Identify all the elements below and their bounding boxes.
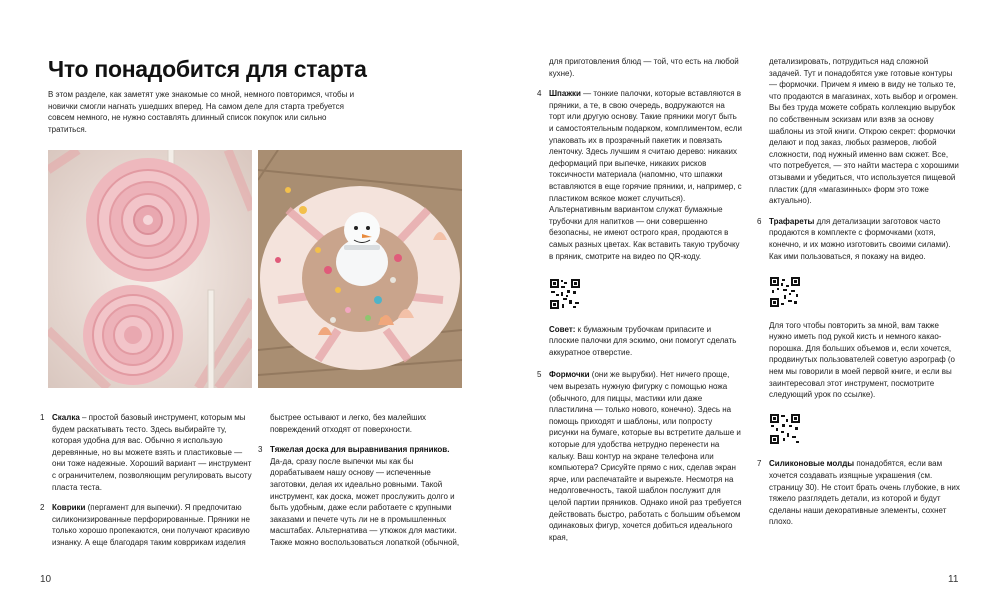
item-text: Тяжелая доска для выравнивания пряников. Да-да, сразу после выпечки мы как бы дорабатываем нашу основу — испеченные заготовки, делая их идеально ровными. Такой инструмент, как доска, может прослужить долго и быть удобным, даже если работаете с крупными заказами и печете чуть ли не в промышленных масштабах. Альтернатива — утюжок для мастики. Также можно воспользоваться лопаткой (обычной,	[270, 445, 460, 547]
item-number: 3	[258, 445, 263, 455]
intro-paragraph: В этом разделе, как заметят уже знакомые со мной, немного повторимся, чтобы и новички смогли нагнать ушедших вперед. На самом деле для старта требуется совсем немного, не нужно составлять длинный список покупок или сильно тратиться.	[48, 90, 355, 134]
paragraph-text: Для того чтобы повторить за мной, вам также нужно иметь под рукой кисть и немного какао-порошка. Для больших объемов и, если хочется, продвинутых пользователей советую аэрограф (о нем мы говорили в моей первой книге, и если вы заинтересовал этот инструмент, посмотрите следующий урок по ссылке).	[769, 320, 955, 400]
list-item-1	[40, 412, 252, 493]
tip-text: Совет: к бумажным трубочкам припасите и плоские палочки для эскимо, они помогут сделать аккуратное отверстие.	[549, 324, 737, 357]
right-column-1	[537, 56, 742, 543]
item-number: 7	[757, 459, 762, 469]
page-title: Что понадобится для старта	[48, 56, 367, 82]
item-number: 6	[757, 216, 762, 226]
continuation-text: для приготовления блюд — той, что есть на любой кухне).	[549, 57, 739, 78]
qr-code-icon[interactable]	[769, 413, 801, 445]
item-text: Формочки (они же вырубки). Нет ничего проще, чем вырезать нужную фигурку с помощью ножа (обычного, для пиццы, мастики или даже пластилина — только нового, конечно). Здесь на помощь приходят и шаблоны, или попросту рисунки на бумаге, которые вы встретите дальше и которые для удобства нетрудно перенести на кальку. Ваш контур на экране телефона или компьютера? Срисуйте прямо с них, сделав экран ярче, или распечатайте и вырежьте. Несмотря на недолговечность, такой шаблон послужит для целой партии пряников. Однако иной раз требуется действовать быстро, работать с большим объемом одинаковых фигур, хочется добиться идеального края,	[549, 370, 742, 542]
continuation-text: детализировать, потрудиться над сложной задачей. Тут и понадобятся уже готовые контуры — формочки. Причем я имею в виду не только те, что продаются в магазинах, хоть выбор и огромен. Вы без труда можете собрать коллекцию вырубок по собственным эскизам или взяв за основу шаблоны из этой книги. Открою секрет: формочки делают и под заказ, любых размеров, любой сложности, под нужный именно вам сюжет. Все, что потребуется, — это найти мастера с хорошими отзывами и убедиться, что используется пищевой пластик (для «магазинных» форм это тоже актуально).	[769, 57, 959, 206]
list-item-3	[258, 444, 462, 548]
left-column-2	[258, 412, 462, 549]
list-item-4	[537, 88, 742, 262]
meringue-roses-image	[48, 150, 252, 388]
item-text: Силиконовые молды понадобятся, если вам хочется создавать изящные украшения (см. страницу 30). Не стоит брать очень глубокие, в них тяжело разглядеть детали, из которой и будут сделаны наши декоративные элементы, сохнет плохо.	[769, 459, 960, 527]
right-column-2	[757, 56, 962, 528]
qr-code-icon[interactable]	[769, 276, 801, 308]
qr-code-icon[interactable]	[549, 278, 581, 310]
page-number-right: 11	[948, 574, 959, 585]
item-number: 4	[537, 89, 542, 99]
list-item-7	[757, 458, 962, 528]
photo-meringue-roses	[48, 150, 252, 388]
continuation-text: быстрее остывают и легко, без малейших повреждений отходят от поверхности.	[270, 413, 427, 434]
item-number: 5	[537, 370, 542, 380]
item-number: 2	[40, 503, 45, 513]
item-text: Скалка – простой базовый инструмент, которым мы будем раскатывать тесто. Здесь выбирайте ту, которая удобна для вас. Обычно я использую деревянные, но вы можете взять и пластиковые — они тоже надежные. Хороший вариант — инструмент с ограничителем, позволяющим регулировать высоту пласта теста.	[52, 413, 252, 492]
left-column-1	[40, 412, 252, 549]
photo-snowman-sprinkles	[258, 150, 462, 388]
list-item-6	[757, 216, 962, 262]
item-text: Шпажки — тонкие палочки, которые вставляются в пряники, а те, в свою очередь, водружаются на торт или другую основу. Такие пряники могут быть и самостоятельным подарком, комплиментом, если упаковать их в прозрачный пакетик и повязать ленточку. Здесь лучшим я считаю дерево: никаких деформаций при выпечке, никаких рисков токсичности материала (напомню, что шпажки вставляются в еще горячие пряники, и, например, с пластиком всякое может случиться). Альтернативным вариантом служат бумажные трубочки для напитков — они совершенно безопасны, не имеют острого края, продаются в самых разных цветах. Как вставить такую трубочку в пряник, смотрите на видео по QR-коду.	[549, 89, 743, 261]
list-item-2	[40, 502, 252, 548]
item-text: Трафареты для детализации заготовок часто продаются в комплекте с формочками (хотя, конечно, и их можно изготовить своими силами). Как ими пользоваться, я покажу на видео.	[769, 216, 951, 261]
item-number: 1	[40, 413, 45, 422]
snowman-sprinkles-image	[258, 150, 462, 388]
page-number-left: 10	[40, 574, 52, 585]
list-item-5	[537, 369, 742, 543]
item-text: Коврики (пергамент для выпечки). Я предпочитаю силиконизированные перфорированные. Пряники не только хорошо пропекаются, они получают красивую изнанку. А еще благодаря таким ковррикам изделия	[52, 503, 250, 547]
